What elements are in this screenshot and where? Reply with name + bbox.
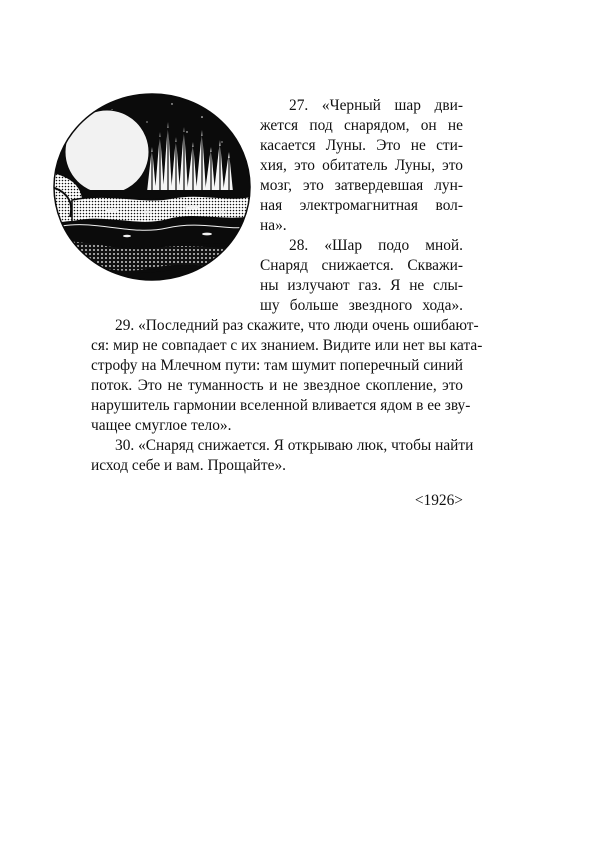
p27-line-5: мозг, это затвердевшая лун- [260,177,463,194]
p28-line-3: ны излучают газ. Я не слы- [260,277,463,294]
p29-line-1: 29. «Последний раз скажите, что люди очень ошибают- [115,317,479,334]
lunar-landscape-illustration [52,92,252,282]
p29-line-5: нарушитель гармонии вселенной вливается ядом в ее зву- [91,397,471,414]
p28-line-2: Снаряд снижается. Скважи- [260,257,463,274]
p27-line-6: ная электромагнитная вол- [260,197,463,214]
p30-line-2: исход себе и вам. Прощайте». [91,457,286,474]
p27-line-3: касается Луны. Это не сти- [260,137,463,154]
p28-line-1: 28. «Шар подо мной. [289,237,463,254]
p27-line-4: хия, это обитатель Луны, это [260,157,463,174]
p28-line-4: шу больше звездного хода». [260,297,463,314]
p29-line-4: поток. Это не туманность и не звездное скопление, это [91,377,463,394]
p27-line-1: 27. «Черный шар дви- [289,97,463,114]
p29-line-6: чащее смуглое тело». [91,417,232,434]
p27-line-2: жется под снарядом, он не [260,117,463,134]
p27-line-7: на». [260,217,287,234]
year-label: <1926> [414,492,463,509]
p29-line-2: ся: мир не совпадает с их знанием. Видите или нет вы ката- [91,337,483,354]
p29-line-3: строфу на Млечном пути: там шумит поперечный синий [91,357,463,374]
p30-line-1: 30. «Снаряд снижается. Я открываю люк, чтобы найти [115,437,474,454]
